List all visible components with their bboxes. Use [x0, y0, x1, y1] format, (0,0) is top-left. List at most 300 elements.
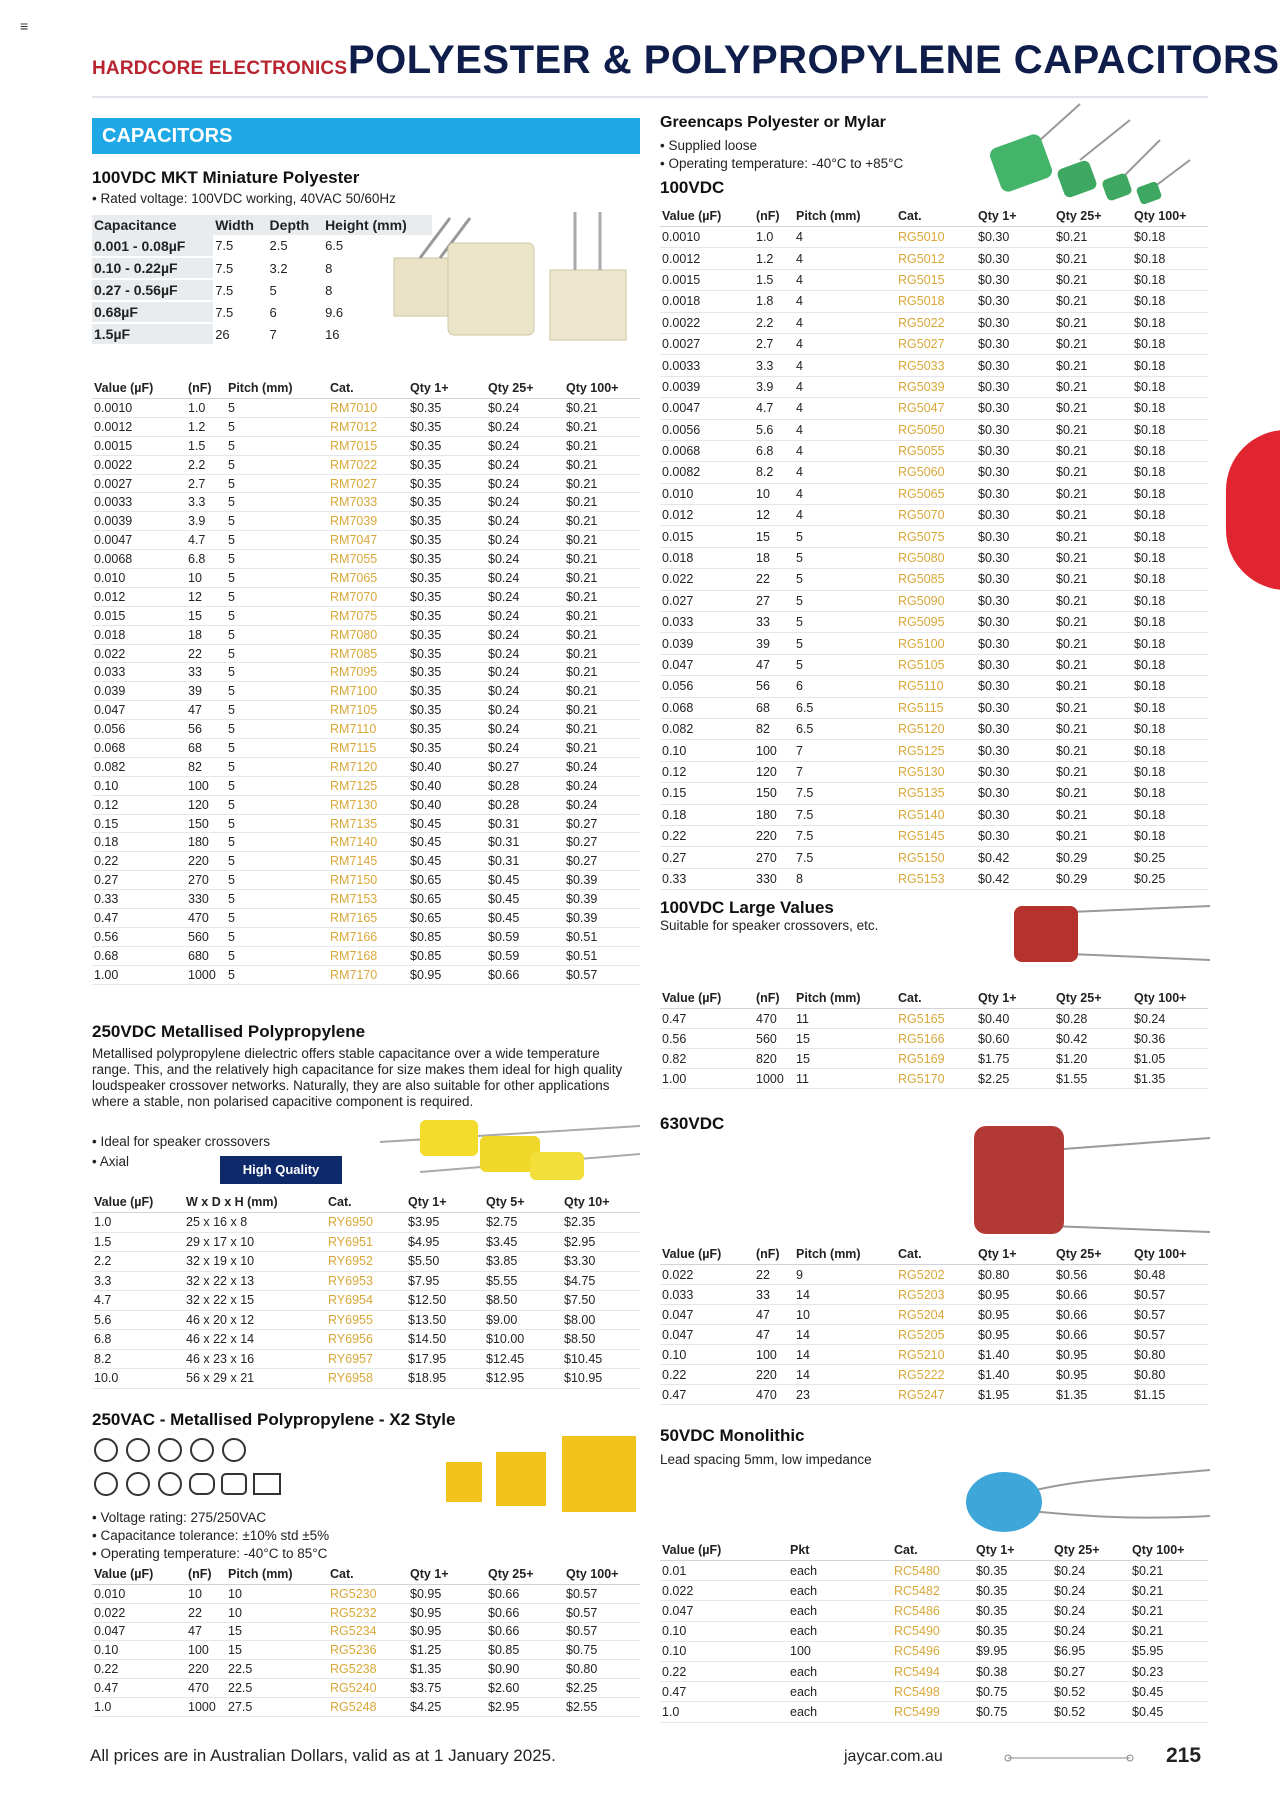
table-row: [660, 1702, 1208, 1722]
table-row: [660, 761, 1208, 782]
catalog-link[interactable]: RC5499: [892, 1702, 974, 1722]
catalog-link[interactable]: RG5130: [896, 761, 976, 782]
catalog-link[interactable]: RG5010: [896, 227, 976, 248]
table-cell: 220: [186, 1660, 226, 1679]
column-header: W x D x H (mm): [184, 1192, 326, 1213]
table-cell: 15: [794, 1029, 896, 1049]
column-header: Pitch (mm): [226, 1564, 328, 1585]
table-cell: 330: [186, 890, 226, 909]
table-cell: $0.35: [408, 606, 486, 625]
table-row: [660, 547, 1208, 568]
table-cell: 22.5: [226, 1660, 328, 1679]
catalog-link[interactable]: RM7140: [328, 833, 408, 852]
catalog-link[interactable]: RM7015: [328, 436, 408, 455]
table-cell: 0.022: [660, 1581, 788, 1601]
table-row: [660, 1345, 1208, 1365]
catalog-link[interactable]: RG5095: [896, 612, 976, 633]
table-cell: $0.21: [1054, 269, 1132, 290]
catalog-link[interactable]: RC5486: [892, 1601, 974, 1621]
table-cell: $2.95: [486, 1697, 564, 1716]
table-cell: $0.45: [486, 871, 564, 890]
catalog-link[interactable]: RG5170: [896, 1069, 976, 1089]
table-cell: $0.48: [1132, 1265, 1208, 1285]
catalog-link[interactable]: RG5027: [896, 333, 976, 354]
table-cell: 5: [226, 606, 328, 625]
catalog-link[interactable]: RM7100: [328, 682, 408, 701]
table-cell: 39: [186, 682, 226, 701]
table-cell: $0.21: [1054, 590, 1132, 611]
table-cell: 0.0010: [660, 227, 754, 248]
table-cell: $3.95: [406, 1213, 484, 1233]
monolithic-capacitor-image: [960, 1460, 1210, 1540]
table-cell: $0.18: [1132, 569, 1208, 590]
x2-bullet-3: • Operating temperature: -40°C to 85°C: [92, 1546, 328, 1561]
table-cell: $0.21: [1054, 547, 1132, 568]
table-cell: 5.6: [92, 1310, 184, 1330]
table-cell: $0.29: [1054, 847, 1132, 868]
630v-capacitor-image: [970, 1122, 1210, 1238]
catalog-link[interactable]: RM7027: [328, 474, 408, 493]
table-row: [660, 1365, 1208, 1385]
catalog-link[interactable]: RG5060: [896, 462, 976, 483]
table-cell: $3.75: [408, 1678, 486, 1697]
table-cell: $0.30: [976, 590, 1054, 611]
table-cell: 5: [794, 612, 896, 633]
table-cell: $0.24: [486, 625, 564, 644]
table-row: [92, 644, 640, 663]
catalog-link[interactable]: RC5498: [892, 1682, 974, 1702]
table-row: [92, 1232, 640, 1252]
catalog-link[interactable]: RM7170: [328, 965, 408, 984]
table-row: [92, 795, 640, 814]
table-row: [92, 493, 640, 512]
table-cell: $0.21: [564, 550, 640, 569]
table-cell: 7: [794, 761, 896, 782]
table-row: [660, 654, 1208, 675]
table-cell: 0.047: [660, 1601, 788, 1621]
table-cell: 12: [754, 505, 794, 526]
catalog-link[interactable]: RG5047: [896, 398, 976, 419]
pp250-desc: Metallised polypropylene dielectric offers stable capacitance over a wide temperature range. This, and the relatively high capacitance for size makes them ideal for high quality loudspeaker crossover networks. Naturally, they are also suitable for other applications where a stable, non polarised capacitive component is required.: [92, 1046, 623, 1109]
catalog-link[interactable]: RM7075: [328, 606, 408, 625]
table-cell: each: [788, 1702, 892, 1722]
table-cell: 0.039: [92, 682, 186, 701]
table-cell: 270: [186, 871, 226, 890]
table-row: [92, 833, 640, 852]
column-header: Value (µF): [660, 1244, 754, 1265]
column-header: Cat.: [328, 378, 408, 399]
catalog-link[interactable]: RG5150: [896, 847, 976, 868]
catalog-link[interactable]: RM7166: [328, 927, 408, 946]
table-cell: $0.66: [486, 1585, 564, 1604]
catalog-link[interactable]: RG5205: [896, 1325, 976, 1345]
table-cell: 5: [794, 590, 896, 611]
catalog-link[interactable]: RM7125: [328, 776, 408, 795]
catalog-link[interactable]: RG5039: [896, 376, 976, 397]
table-row: [92, 455, 640, 474]
table-cell: $0.18: [1132, 676, 1208, 697]
table-cell: $0.57: [1132, 1305, 1208, 1325]
catalog-link[interactable]: RG5166: [896, 1029, 976, 1049]
table-cell: $1.35: [1132, 1069, 1208, 1089]
table-cell: 5: [226, 550, 328, 569]
table-row: [660, 633, 1208, 654]
catalog-link[interactable]: RM7010: [328, 399, 408, 418]
table-cell: $0.35: [408, 474, 486, 493]
catalog-link[interactable]: RC5490: [892, 1621, 974, 1641]
catalog-link[interactable]: RG5236: [328, 1641, 408, 1660]
catalog-link[interactable]: RG5140: [896, 804, 976, 825]
table-cell: $1.40: [976, 1345, 1054, 1365]
table-row: [660, 1561, 1208, 1581]
catalog-link[interactable]: RG5115: [896, 697, 976, 718]
catalog-link[interactable]: RM7135: [328, 814, 408, 833]
table-cell: $0.21: [1054, 697, 1132, 718]
column-header: Value (µF): [92, 1564, 186, 1585]
catalog-link[interactable]: RG5110: [896, 676, 976, 697]
table-cell: $2.25: [976, 1069, 1054, 1089]
catalog-link[interactable]: RM7105: [328, 701, 408, 720]
table-row: [660, 462, 1208, 483]
catalog-link[interactable]: RG5247: [896, 1385, 976, 1405]
catalog-link[interactable]: RY6958: [326, 1369, 406, 1389]
table-cell: 33: [754, 612, 794, 633]
catalog-link[interactable]: RM7145: [328, 852, 408, 871]
table-cell: 5: [226, 927, 328, 946]
catalog-link[interactable]: RG5153: [896, 868, 976, 889]
catalog-link[interactable]: RM7039: [328, 512, 408, 531]
x2-title: 250VAC - Metallised Polypropylene - X2 Style: [92, 1410, 456, 1429]
table-cell: 4: [794, 227, 896, 248]
table-row: [660, 740, 1208, 761]
table-cell: $0.80: [976, 1265, 1054, 1285]
table-row: [92, 927, 640, 946]
table-cell: $0.45: [1130, 1682, 1208, 1702]
table-cell: $0.30: [976, 355, 1054, 376]
x2-bullet-1: • Voltage rating: 275/250VAC: [92, 1510, 267, 1525]
table-cell: $0.21: [1054, 612, 1132, 633]
table-cell: 22: [754, 569, 794, 590]
table-cell: $0.27: [486, 757, 564, 776]
catalog-link[interactable]: RM7095: [328, 663, 408, 682]
table-cell: $0.31: [486, 814, 564, 833]
table-cell: $0.42: [1054, 1029, 1132, 1049]
table-cell: $1.20: [1054, 1049, 1132, 1069]
pp250-title: 250VDC Metallised Polypropylene: [92, 1022, 366, 1041]
table-cell: $0.21: [564, 569, 640, 588]
catalog-link[interactable]: RG5135: [896, 783, 976, 804]
catalog-link[interactable]: RG5012: [896, 248, 976, 269]
table-cell: 82: [754, 718, 794, 739]
table-cell: 15: [186, 606, 226, 625]
large-capacitor-image: [1010, 898, 1210, 972]
price-note: All prices are in Australian Dollars, valid as at 1 January 2025.: [90, 1746, 556, 1765]
column-header: Qty 25+: [1052, 1540, 1130, 1561]
table-cell: $0.45: [408, 833, 486, 852]
table-row: [660, 1009, 1208, 1029]
table-row: [660, 569, 1208, 590]
table-cell: 5.6: [754, 419, 794, 440]
table-cell: $0.52: [1052, 1702, 1130, 1722]
table-cell: 1000: [754, 1069, 794, 1089]
table-cell: 7: [268, 323, 324, 345]
table-cell: $0.18: [1132, 740, 1208, 761]
table-cell: 7: [794, 740, 896, 761]
catalog-link[interactable]: RG5090: [896, 590, 976, 611]
catalog-link[interactable]: RY6952: [326, 1252, 406, 1272]
table-cell: 0.10: [92, 776, 186, 795]
table-cell: $0.75: [974, 1702, 1052, 1722]
catalog-link[interactable]: RM7022: [328, 455, 408, 474]
catalog-link[interactable]: RM7110: [328, 720, 408, 739]
table-cell: $0.21: [1054, 804, 1132, 825]
catalog-link[interactable]: RC5494: [892, 1661, 974, 1681]
catalog-link[interactable]: RG5248: [328, 1697, 408, 1716]
table-row: [660, 1305, 1208, 1325]
catalog-link[interactable]: RG5018: [896, 291, 976, 312]
catalog-link[interactable]: RG5015: [896, 269, 976, 290]
table-row: [92, 1349, 640, 1369]
catalog-link[interactable]: RG5085: [896, 569, 976, 590]
column-header: (nF): [186, 378, 226, 399]
divider: [92, 96, 1208, 98]
column-header: Qty 100+: [1132, 206, 1208, 227]
catalog-link[interactable]: RG5105: [896, 654, 976, 675]
table-row: [92, 946, 640, 965]
table-cell: $0.21: [564, 606, 640, 625]
table-cell: 0.22: [660, 825, 754, 846]
catalog-link[interactable]: RM7120: [328, 757, 408, 776]
table-cell: 4: [794, 440, 896, 461]
table-cell: $0.39: [564, 871, 640, 890]
catalog-link[interactable]: RM7115: [328, 739, 408, 758]
table-cell: 5: [226, 795, 328, 814]
table-row: [92, 1271, 640, 1291]
column-header: Cat.: [896, 1244, 976, 1265]
table-cell: $0.80: [1132, 1365, 1208, 1385]
table-cell: $0.30: [976, 740, 1054, 761]
table-cell: $0.21: [1130, 1561, 1208, 1581]
catalog-link[interactable]: RC5480: [892, 1561, 974, 1581]
catalog-link[interactable]: RM7065: [328, 569, 408, 588]
table-cell: 32 x 22 x 13: [184, 1271, 326, 1291]
catalog-link[interactable]: RG5050: [896, 419, 976, 440]
catalog-link[interactable]: RY6956: [326, 1330, 406, 1350]
table-row: [660, 1641, 1208, 1661]
table-cell: 6.8: [186, 550, 226, 569]
table-cell: 33: [754, 1285, 794, 1305]
table-cell: 7.5: [213, 279, 267, 301]
table-cell: 5: [794, 569, 896, 590]
catalog-link[interactable]: RM7055: [328, 550, 408, 569]
table-cell: 0.15: [92, 814, 186, 833]
table-cell: $0.18: [1132, 419, 1208, 440]
catalog-link[interactable]: RG5070: [896, 505, 976, 526]
table-row: [92, 1678, 640, 1697]
table-cell: $0.21: [1054, 654, 1132, 675]
table-cell: 5: [226, 587, 328, 606]
table-cell: $0.21: [564, 455, 640, 474]
table-cell: $0.21: [1054, 333, 1132, 354]
table-cell: 0.33: [92, 890, 186, 909]
table-cell: 47: [754, 1305, 794, 1325]
table-cell: 4: [794, 248, 896, 269]
catalog-link[interactable]: RM7168: [328, 946, 408, 965]
table-cell: $0.18: [1132, 633, 1208, 654]
table-cell: 330: [754, 868, 794, 889]
table-cell: $0.21: [1130, 1621, 1208, 1641]
axial-capacitor-image: [380, 1112, 640, 1192]
table-cell: $0.21: [1054, 505, 1132, 526]
table-cell: 0.0033: [660, 355, 754, 376]
catalog-link[interactable]: RG5033: [896, 355, 976, 376]
catalog-link[interactable]: RG5203: [896, 1285, 976, 1305]
table-row: [660, 1069, 1208, 1089]
column-header: (nF): [186, 1564, 226, 1585]
table-cell: 470: [754, 1385, 794, 1405]
table-row: [92, 909, 640, 928]
table-cell: $0.95: [1054, 1365, 1132, 1385]
catalog-link[interactable]: RY6951: [326, 1232, 406, 1252]
table-cell: 0.56: [92, 927, 186, 946]
table-cell: $0.18: [1132, 398, 1208, 419]
table-cell: 0.47: [92, 1678, 186, 1697]
large-title: 100VDC Large Values: [660, 898, 834, 917]
catalog-link[interactable]: RG5238: [328, 1660, 408, 1679]
table-cell: 0.0039: [660, 376, 754, 397]
table-cell: $10.00: [484, 1330, 562, 1350]
catalog-link[interactable]: RG5210: [896, 1345, 976, 1365]
catalog-link[interactable]: RM7033: [328, 493, 408, 512]
table-cell: 5: [226, 644, 328, 663]
table-cell: 5: [226, 474, 328, 493]
table-cell: $0.95: [1054, 1345, 1132, 1365]
table-cell: $0.30: [976, 462, 1054, 483]
table-cell: $0.24: [486, 455, 564, 474]
table-cell: 4: [794, 291, 896, 312]
menu-icon[interactable]: ≡: [20, 18, 29, 34]
table-cell: 0.10: [660, 1345, 754, 1365]
catalog-link[interactable]: RM7153: [328, 890, 408, 909]
table-row: [92, 1291, 640, 1311]
table-cell: 47: [186, 1622, 226, 1641]
table-row: [660, 1325, 1208, 1345]
table-cell: $0.18: [1132, 590, 1208, 611]
table-cell: 1.2: [754, 248, 794, 269]
table-cell: 1000: [186, 1697, 226, 1716]
catalog-link[interactable]: RM7047: [328, 531, 408, 550]
catalog-link[interactable]: RG5165: [896, 1009, 976, 1029]
catalog-link[interactable]: RG5240: [328, 1678, 408, 1697]
catalog-link[interactable]: RG5222: [896, 1365, 976, 1385]
catalog-link[interactable]: RM7130: [328, 795, 408, 814]
table-cell: $0.30: [976, 697, 1054, 718]
table-cell: 0.082: [92, 757, 186, 776]
table-cell: 8: [794, 868, 896, 889]
table-cell: 6.5: [794, 718, 896, 739]
table-cell: $0.21: [564, 625, 640, 644]
table-cell: $0.30: [976, 269, 1054, 290]
table-cell: 0.068: [92, 739, 186, 758]
table-row: [92, 436, 640, 455]
table-cell: $0.85: [486, 1641, 564, 1660]
table-cell: 3.3: [754, 355, 794, 376]
catalog-link[interactable]: RM7085: [328, 644, 408, 663]
table-cell: $0.85: [408, 946, 486, 965]
catalog-link[interactable]: RG5065: [896, 483, 976, 504]
catalog-link[interactable]: RY6950: [326, 1213, 406, 1233]
table-cell: $0.30: [976, 654, 1054, 675]
table-cell: 5: [226, 720, 328, 739]
table-cell: each: [788, 1601, 892, 1621]
table-cell: 0.47: [660, 1682, 788, 1702]
catalog-link[interactable]: RG5022: [896, 312, 976, 333]
catalog-link[interactable]: RY6954: [326, 1291, 406, 1311]
table-cell: $0.35: [408, 720, 486, 739]
table-cell: $0.30: [976, 783, 1054, 804]
table-cell: 0.010: [660, 483, 754, 504]
table-cell: 0.47: [660, 1385, 754, 1405]
table-cell: $0.24: [564, 795, 640, 814]
catalog-link[interactable]: RM7012: [328, 417, 408, 436]
catalog-link[interactable]: RG5120: [896, 718, 976, 739]
catalog-link[interactable]: RM7080: [328, 625, 408, 644]
table-cell: $0.24: [486, 720, 564, 739]
table-cell: $0.24: [486, 606, 564, 625]
table-cell: $0.90: [486, 1660, 564, 1679]
catalog-link[interactable]: RG5080: [896, 547, 976, 568]
table-cell: $5.95: [1130, 1641, 1208, 1661]
capacitor-image: [390, 208, 630, 348]
table-cell: $0.21: [564, 436, 640, 455]
catalog-link[interactable]: RM7070: [328, 587, 408, 606]
table-cell: $0.35: [974, 1581, 1052, 1601]
table-cell: $0.21: [1054, 483, 1132, 504]
catalog-link[interactable]: RM7165: [328, 909, 408, 928]
catalog-link[interactable]: RY6955: [326, 1310, 406, 1330]
catalog-link[interactable]: RG5100: [896, 633, 976, 654]
table-cell: $0.52: [1052, 1682, 1130, 1702]
table-cell: 3.3: [186, 493, 226, 512]
catalog-link[interactable]: RY6957: [326, 1349, 406, 1369]
catalog-link[interactable]: RG5125: [896, 740, 976, 761]
catalog-link[interactable]: RC5496: [892, 1641, 974, 1661]
catalog-link[interactable]: RG5169: [896, 1049, 976, 1069]
catalog-link[interactable]: RG5202: [896, 1265, 976, 1285]
table-cell: $4.95: [406, 1232, 484, 1252]
catalog-link[interactable]: RY6953: [326, 1271, 406, 1291]
catalog-link[interactable]: RG5232: [328, 1603, 408, 1622]
table-cell: 0.0047: [660, 398, 754, 419]
website-link[interactable]: jaycar.com.au: [844, 1748, 943, 1765]
catalog-link[interactable]: RG5234: [328, 1622, 408, 1641]
mono-title: 50VDC Monolithic: [660, 1426, 805, 1445]
catalog-link[interactable]: RG5075: [896, 526, 976, 547]
catalog-link[interactable]: RG5230: [328, 1585, 408, 1604]
catalog-link[interactable]: RM7150: [328, 871, 408, 890]
table-cell: 0.15: [660, 783, 754, 804]
table-row: [92, 682, 640, 701]
table-row: [92, 1697, 640, 1716]
catalog-link[interactable]: RG5204: [896, 1305, 976, 1325]
table-row: [660, 1621, 1208, 1641]
catalog-link[interactable]: RC5482: [892, 1581, 974, 1601]
catalog-link[interactable]: RG5055: [896, 440, 976, 461]
table-cell: $2.60: [486, 1678, 564, 1697]
catalog-link[interactable]: RG5145: [896, 825, 976, 846]
table-cell: $0.21: [564, 682, 640, 701]
table-cell: 5: [226, 701, 328, 720]
